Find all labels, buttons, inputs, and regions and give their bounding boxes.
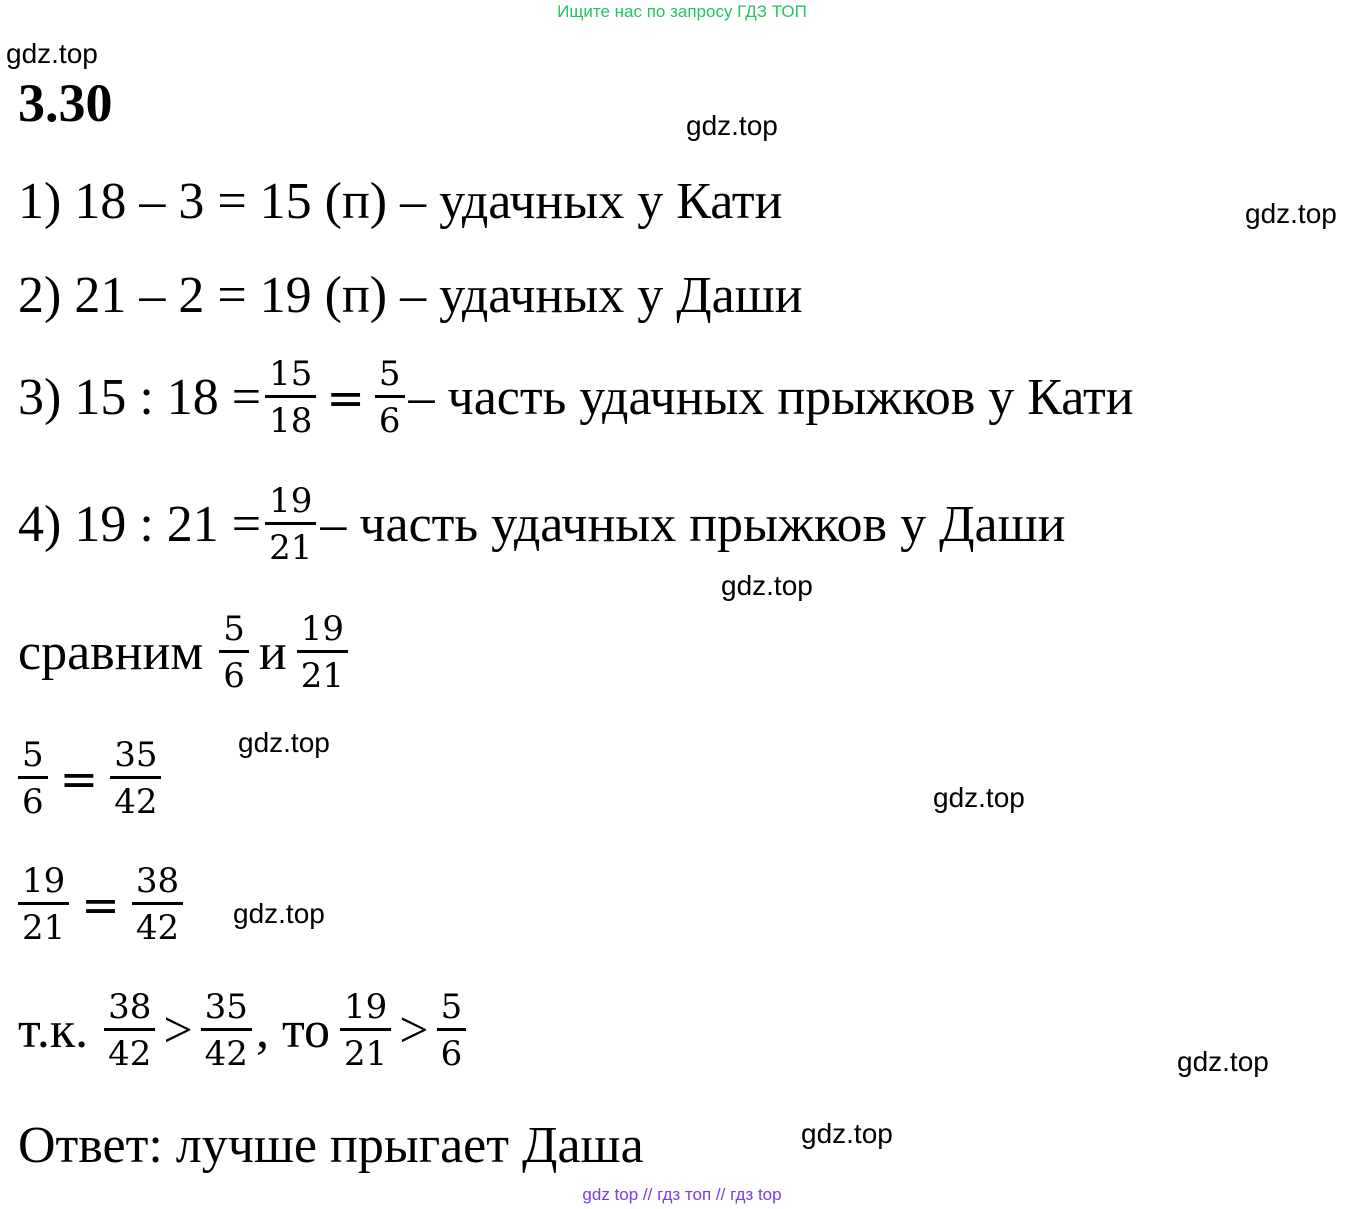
fraction: $\frac{19}{21}$ xyxy=(18,864,69,945)
watermark: gdz.top xyxy=(6,38,98,69)
fraction: $\frac{5}{6}$ xyxy=(219,612,249,693)
since-label: т.к. xyxy=(18,1001,89,1059)
fraction: $\frac{19}{21}$ xyxy=(340,990,391,1071)
fraction: $\frac{35}{42}$ xyxy=(110,738,161,819)
problem-number: 3.30 xyxy=(18,73,113,133)
fraction: $\frac{38}{42}$ xyxy=(104,990,155,1071)
step-4-expression: 4) 19 : 21 = xyxy=(18,495,262,553)
fraction: $\frac{5}{6}$ xyxy=(437,990,467,1071)
solution-step-1: 1) 18 – 3 = 15 (п) – удачных у Кати xyxy=(18,173,783,230)
watermark: gdz.top xyxy=(801,1118,893,1149)
watermark: gdz.top xyxy=(1177,1046,1269,1077)
watermark: gdz.top xyxy=(686,110,778,141)
fraction: $\frac{5}{6}$ xyxy=(375,357,405,438)
answer: Ответ: лучше прыгает Даша xyxy=(18,1117,644,1174)
fraction: $\frac{38}{42}$ xyxy=(132,864,183,945)
top-banner: Ищите нас по запросу ГДЗ ТОП xyxy=(557,2,807,21)
conjunction: и xyxy=(258,623,287,681)
comparison-conclusion xyxy=(18,987,470,1074)
equivalence-2 xyxy=(14,861,187,948)
step-3-expression: 3) 15 : 18 = xyxy=(18,368,262,426)
compare-label: сравним xyxy=(18,623,204,681)
footer-links: gdz top // гдз топ // гдз top xyxy=(582,1185,782,1204)
equals-sign: = xyxy=(326,370,365,425)
solution-step-2: 2) 21 – 2 = 19 (п) – удачных у Даши xyxy=(18,267,803,324)
solution-step-3 xyxy=(18,354,1134,441)
watermark: gdz.top xyxy=(238,727,330,758)
equivalence-1 xyxy=(14,735,165,822)
watermark: gdz.top xyxy=(233,898,325,929)
compare-line xyxy=(18,609,352,696)
fraction: $\frac{5}{6}$ xyxy=(18,738,48,819)
watermark: gdz.top xyxy=(721,570,813,601)
fraction: $\frac{19}{21}$ xyxy=(297,612,348,693)
step-4-description: – часть удачных прыжков у Даши xyxy=(320,495,1066,553)
watermark: gdz.top xyxy=(1245,198,1337,229)
equals-sign: = xyxy=(81,877,120,932)
fraction: $\frac{35}{42}$ xyxy=(201,990,252,1071)
then-label: , то xyxy=(255,1001,330,1059)
watermark: gdz.top xyxy=(933,782,1025,813)
greater-sign: > xyxy=(399,1001,429,1059)
fraction: $\frac{19}{21}$ xyxy=(265,484,316,565)
fraction: $\frac{15}{18}$ xyxy=(265,357,316,438)
greater-sign: > xyxy=(163,1001,193,1059)
equals-sign: = xyxy=(59,751,99,806)
solution-step-4 xyxy=(18,481,1066,568)
step-3-description: – часть удачных прыжков у Кати xyxy=(408,368,1134,426)
